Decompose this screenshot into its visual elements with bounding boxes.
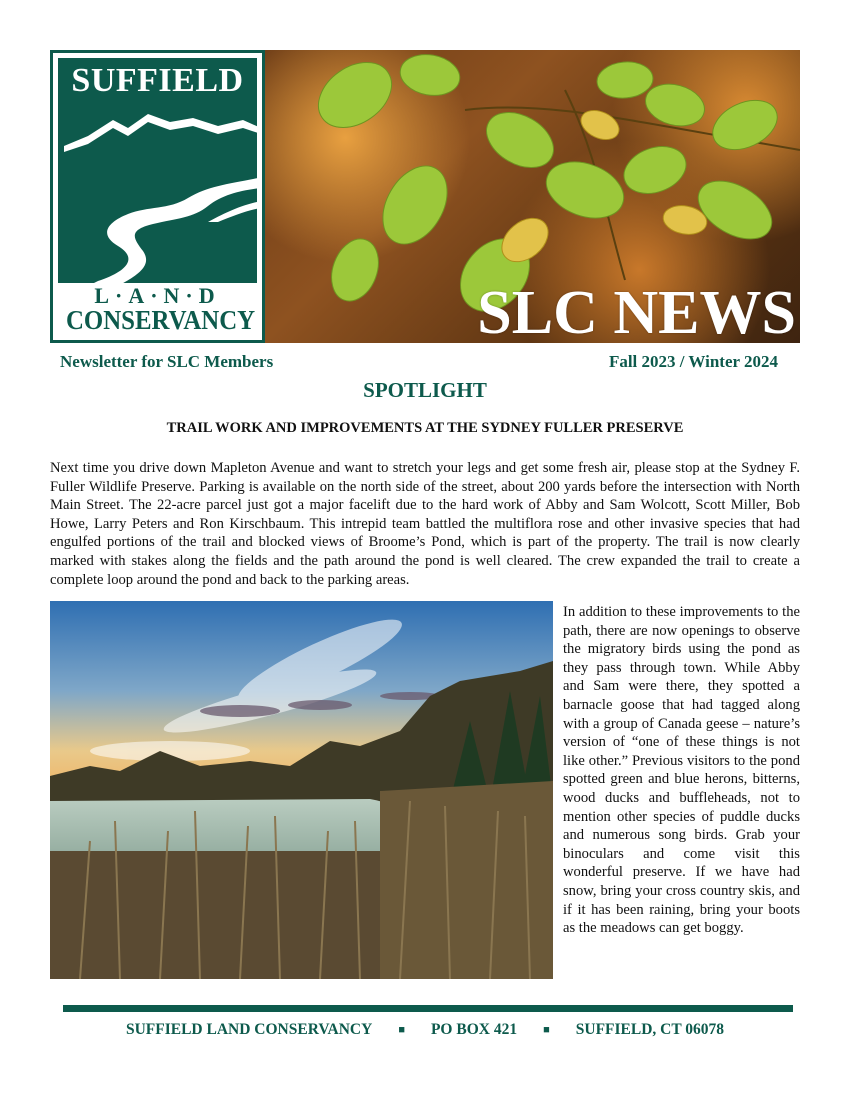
- article-headline: TRAIL WORK AND IMPROVEMENTS AT THE SYDNEY FULLER PRESERVE: [166, 420, 684, 436]
- newsletter-title: SLC NEWS: [477, 279, 796, 343]
- footer-separator: ■: [398, 1024, 405, 1037]
- pond-sunset-photo: [50, 601, 553, 979]
- article-paragraph-2: In addition to these improvements to the path, there are now openings to observe the migratory birds using the pond as they pass through town. While Abby and Sam were there, they spotted a barnacle goose that had tagged along with a group of Canada geese – nature’s version of “one of these things is not like other.” Previous visitors to the pond spotted green and blue herons, bitterns, wood ducks and buffleheads, not to mention other species of puddle ducks and numerous song birds. Grab your binoculars and come visit this wonderful preserve. If we have had snow, bring your cross country skis, and if it has been raining, bring your boots as the meadows can get boggy.: [563, 604, 800, 937]
- footer-po-box: PO BOX 421: [430, 1021, 518, 1038]
- logo-conservancy-text: CONSERVANCY: [65, 305, 256, 335]
- footer-separator: ■: [543, 1024, 550, 1037]
- logo-green-panel: [58, 58, 257, 335]
- footer-city: SUFFIELD, CT 06078: [575, 1021, 725, 1038]
- newsletter-tagline: Newsletter for SLC Members: [60, 352, 274, 371]
- footer-org: SUFFIELD LAND CONSERVANCY: [125, 1021, 373, 1038]
- slc-logo: [50, 50, 265, 343]
- pond-illustration: [50, 601, 553, 979]
- logo-suffield-text: SUFFIELD: [71, 62, 244, 99]
- logo-white-band: [58, 283, 257, 335]
- footer-contact: [0, 1021, 850, 1039]
- issue-date: Fall 2023 / Winter 2024: [608, 352, 778, 371]
- section-label: SPOTLIGHT: [363, 378, 487, 402]
- logo-land-text: L·A·N·D: [94, 283, 221, 308]
- article-paragraph-1: Next time you drive down Mapleton Avenue and want to stretch your legs and get some fresh air, please stop at the Sydney F. Fuller Wildlife Preserve. Parking is available on the north side of the street, about 200 yards before the intersection with North Main Street. The 22-acre parcel just got a major facelift due to the hard work of Abby and Sam Wolcott, Scott Miller, Bob Howe, Larry Peters and Ron Kirschbaum. This intrepid team battled the multiflora rose and other invasive species that had engulfed portions of the trail and blocked views of Broome’s Pond, which is part of the property. The trail is now clearly marked with stakes along the fields and the path around the pond is well cleared. The crew expanded the trail to create a complete loop around the pond and back to the parking areas.: [50, 460, 800, 588]
- logo-mountain-river-art: [58, 106, 261, 291]
- banner-leaves-photo: [265, 50, 800, 343]
- footer-divider: [63, 1005, 793, 1012]
